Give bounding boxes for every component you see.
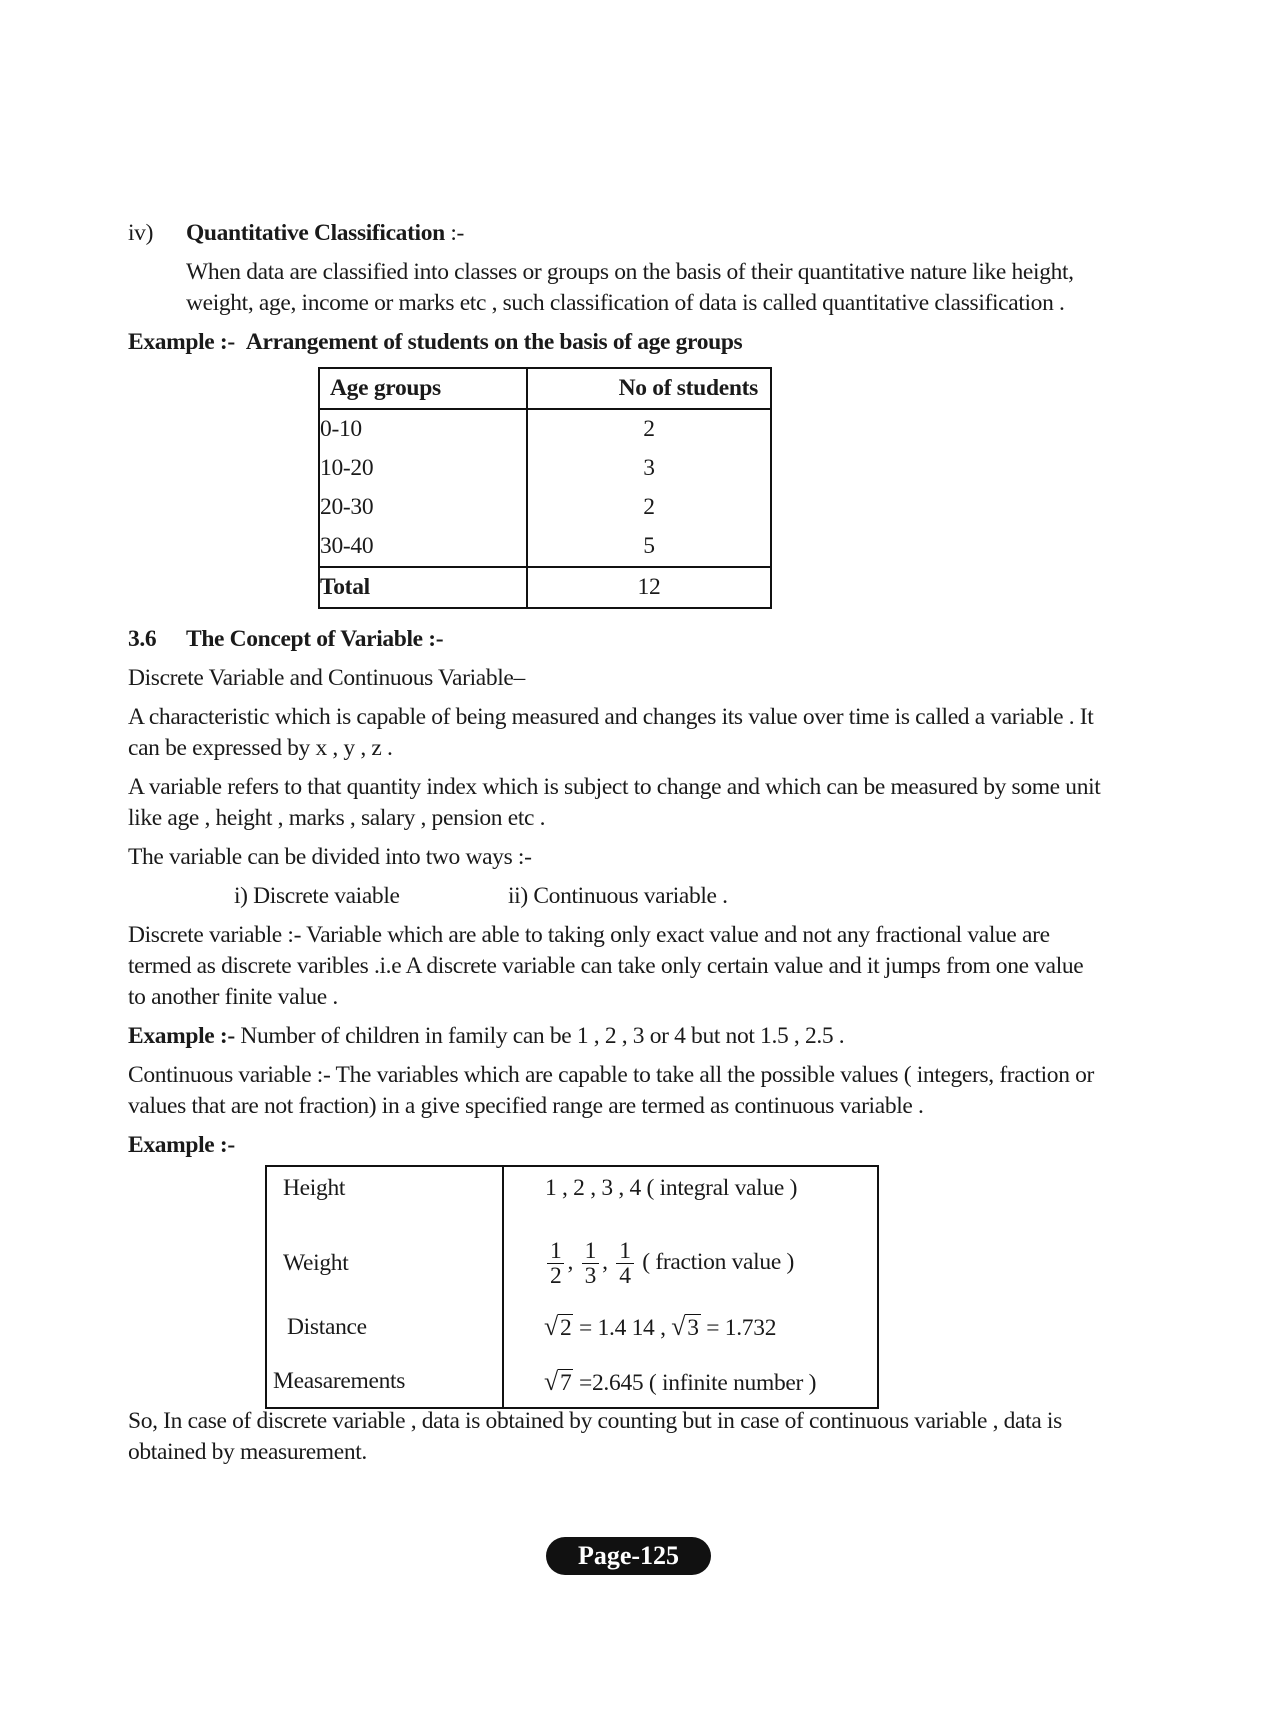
list-item-continuous: ii) Continuous variable .: [508, 883, 728, 909]
paragraph-line: can be expressed by x , y , z .: [128, 735, 393, 761]
student-count-cell: 3: [527, 449, 771, 488]
example-heading: [128, 327, 742, 358]
table-row-distance: [266, 1298, 878, 1356]
paragraph-line: The variable can be divided into two ways :-: [128, 844, 532, 870]
paragraph-line: So, In case of discrete variable , data is obtained by counting but in case of continuous variable , data is: [128, 1408, 1062, 1434]
variable-examples-table: [265, 1165, 879, 1409]
table-row-weight: [266, 1228, 878, 1298]
heading-text: Quantitative Classification: [186, 220, 445, 246]
fraction-denominator: 4: [616, 1263, 633, 1288]
paragraph-line: to another finite value .: [128, 984, 338, 1010]
table-row: [319, 409, 771, 449]
example-label: Example :-: [128, 1023, 235, 1049]
age-group-cell: 30-40: [319, 527, 527, 567]
radicand: 7: [559, 1369, 572, 1396]
total-value-cell: 12: [527, 567, 771, 608]
fraction-one-half: [547, 1239, 564, 1288]
table-row: [319, 527, 771, 567]
age-group-cell: 0-10: [319, 409, 527, 449]
table-row: [319, 488, 771, 527]
example-text: Arrangement of students on the basis of age groups: [245, 329, 743, 355]
fraction-numerator: 1: [619, 1237, 631, 1264]
list-item-discrete: i) Discrete vaiable: [234, 883, 400, 909]
square-root-seven: [544, 1367, 573, 1397]
radical-sign-icon: √: [671, 1312, 686, 1341]
example-label: Example :-: [128, 329, 235, 355]
weight-label-cell: Weight: [266, 1228, 503, 1298]
student-count-cell: 2: [527, 488, 771, 527]
root-value: = 1.4 14 ,: [579, 1315, 666, 1341]
paragraph-line: obtained by measurement.: [128, 1439, 367, 1465]
table-header-row: [319, 368, 771, 409]
paragraph-line: Discrete variable :- Variable which are able to taking only exact value and not any fractional value are: [128, 922, 1050, 948]
paragraph-line: When data are classified into classes or groups on the basis of their quantitative nature like height,: [186, 259, 1074, 285]
fraction-numerator: 1: [550, 1237, 562, 1264]
height-label-cell: Height: [266, 1166, 503, 1228]
root-value: =2.645 ( infinite number ): [579, 1369, 817, 1396]
section-number: 3.6: [128, 626, 157, 652]
heading-suffix: :-: [444, 220, 465, 246]
fraction-denominator: 3: [582, 1263, 599, 1288]
table-row-height: [266, 1166, 878, 1228]
radical-sign-icon: √: [544, 1366, 558, 1396]
table-row: [319, 449, 771, 488]
fraction-denominator: 2: [547, 1263, 564, 1288]
distance-value-cell: [503, 1298, 878, 1356]
fraction-one-third: [582, 1239, 599, 1288]
student-count-cell: 2: [527, 409, 771, 449]
square-root-three: [671, 1312, 700, 1342]
measurements-value-cell: [503, 1356, 878, 1408]
radicand: 3: [687, 1315, 699, 1341]
table-total-row: [319, 567, 771, 608]
root-value: = 1.732: [706, 1315, 777, 1341]
age-groups-table: [318, 367, 772, 609]
age-group-cell: 20-30: [319, 488, 527, 527]
example-text: Number of children in family can be 1 , 2 , 3 or 4 but not 1.5 , 2.5 .: [234, 1023, 845, 1049]
paragraph-line: A characteristic which is capable of being measured and changes its value over time is called a variable . It: [128, 704, 1094, 730]
radical-sign-icon: √: [544, 1312, 558, 1341]
separator: ,: [602, 1248, 608, 1275]
section-subtitle: Discrete Variable and Continuous Variable–: [128, 665, 525, 691]
fraction-numerator: 1: [584, 1237, 597, 1264]
table-row-measurements: [266, 1356, 878, 1408]
paragraph-line: like age , height , marks , salary , pension etc .: [128, 805, 546, 831]
example-label: Example :-: [128, 1132, 235, 1158]
header-cell-no-of-students: No of students: [527, 368, 771, 409]
section-heading: [186, 218, 464, 249]
height-value-cell: 1 , 2 , 3 , 4 ( integral value ): [503, 1166, 878, 1228]
paragraph-line: Continuous variable :- The variables which are capable to take all the possible values ( integers, fraction or: [128, 1062, 1094, 1088]
total-label-cell: Total: [319, 567, 527, 608]
header-cell-age-groups: Age groups: [319, 368, 527, 409]
section-heading: The Concept of Variable :-: [186, 626, 444, 652]
separator: ,: [567, 1248, 574, 1275]
paragraph-line: termed as discrete varibles .i.e A discrete variable can take only certain value and it jumps from one value: [128, 953, 1084, 979]
paragraph-line: weight, age, income or marks etc , such classification of data is called quantitative classification .: [186, 290, 1065, 316]
measurements-label-cell: Measarements: [266, 1356, 503, 1408]
fraction-note: ( fraction value ): [642, 1248, 795, 1275]
square-root-two: [544, 1312, 573, 1342]
age-group-cell: 10-20: [319, 449, 527, 488]
paragraph-line: values that are not fraction) in a give specified range are termed as continuous variable .: [128, 1093, 924, 1119]
paragraph-line: A variable refers to that quantity index which is subject to change and which can be measured by some unit: [128, 774, 1101, 800]
weight-value-cell: [503, 1228, 878, 1298]
page-number-badge: Page-125: [546, 1537, 711, 1575]
example-line: [128, 1021, 844, 1052]
list-marker-iv: iv): [128, 220, 154, 246]
fraction-one-fourth: [616, 1239, 633, 1288]
radicand: 2: [559, 1315, 572, 1341]
distance-label-cell: Distance: [266, 1298, 503, 1356]
student-count-cell: 5: [527, 527, 771, 567]
